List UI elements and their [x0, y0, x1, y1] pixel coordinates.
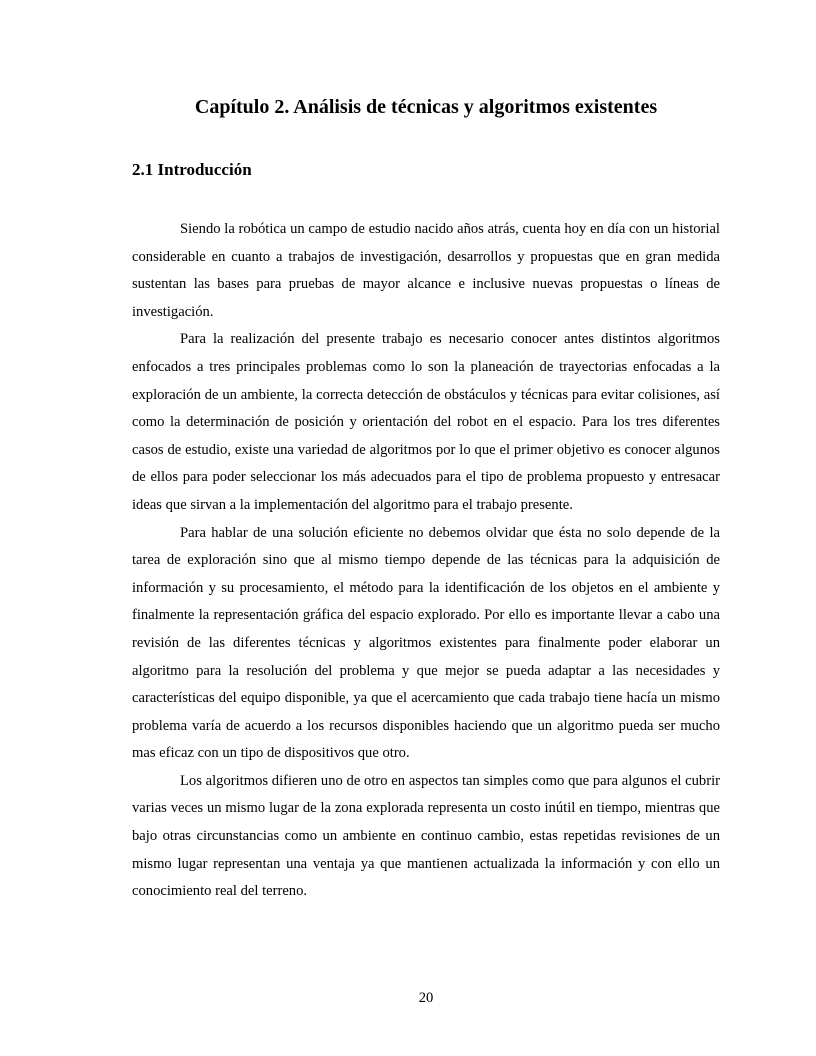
section-title: 2.1 Introducción — [132, 160, 252, 179]
page-number: 20 — [418, 990, 434, 1006]
chapter-title: Capítulo 2. Análisis de técnicas y algoritmos existentes — [194, 96, 658, 118]
paragraph-3: Para hablar de una solución eficiente no debemos olvidar que ésta no solo depende de la tarea de exploración sino que al mismo tiempo depende de las técnicas para la adquisición de información y su procesamiento, el método para la identificación de los objetos en el ambiente y finalmente la representación gráfica del espacio explorado. Por ello es importante llevar a cabo una revisión de las diferentes técnicas y algoritmos existentes para finalmente poder elaborar un algoritmo para la resolución del problema y que mejor se pueda adaptar a las necesidades y características del equipo disponible, ya que el acercamiento que cada trabajo tiene hacía un mismo problema varía de acuerdo a los recursos disponibles haciendo que un algoritmo pueda ser mucho mas eficaz con un tipo de dispositivos que otro. — [132, 524, 720, 762]
body-text — [132, 216, 720, 906]
paragraph-1: Siendo la robótica un campo de estudio nacido años atrás, cuenta hoy en día con un historial considerable en cuanto a trabajos de investigación, desarrollos y propuestas que en gran medida sustentan las bases para pruebas de mayor alcance e inclusive nuevas propuestas o líneas de investigación. — [132, 221, 720, 320]
paragraph-2: Para la realización del presente trabajo es necesario conocer antes distintos algoritmos enfocados a tres principales problemas como lo son la planeación de trayectorias enfocadas a la exploración de un ambiente, la correcta detección de obstáculos y técnicas para evitar colisiones, así como la determinación de posición y orientación del robot en el espacio. Para los tres diferentes casos de estudio, existe una variedad de algoritmos por lo que el primer objetivo es conocer algunos de ellos para poder seleccionar los más adecuados para el tipo de problema propuesto y entresacar ideas que sirvan a la implementación del algoritmo para el trabajo presente. — [132, 331, 720, 513]
paragraph-4: Los algoritmos difieren uno de otro en aspectos tan simples como que para algunos el cubrir varias veces un mismo lugar de la zona explorada representa un costo inútil en tiempo, mientras que bajo otras circunstancias como un ambiente en continuo cambio, estas repetidas revisiones de un mismo lugar representan una ventaja ya que mantienen actualizada la información y con ello un conocimiento real del terreno. — [132, 772, 720, 900]
